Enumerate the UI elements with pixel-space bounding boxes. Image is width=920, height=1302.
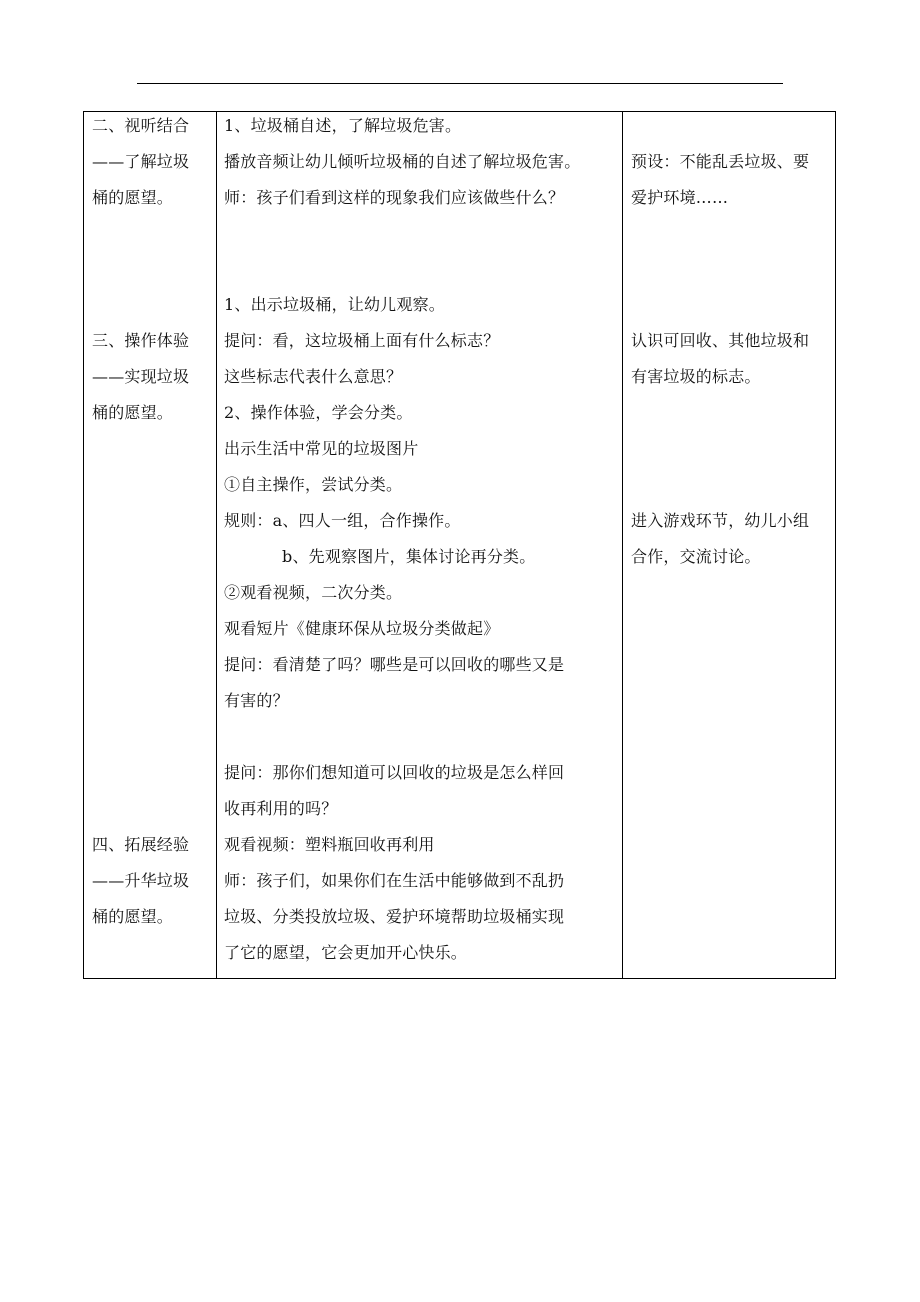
process-line: 规则：a、四人一组，合作操作。 xyxy=(224,511,461,530)
process-line: 2、操作体验，学会分类。 xyxy=(224,403,413,422)
process-line: 观看视频：塑料瓶回收再利用 xyxy=(224,835,435,854)
process-line: 提问：看清楚了吗？哪些是可以回收的哪些又是 xyxy=(224,655,565,674)
process-line: 师：孩子们，如果你们在生活中能够做到不乱扔 xyxy=(224,871,565,890)
process-line: 观看短片《健康环保从垃圾分类做起》 xyxy=(224,619,500,638)
process-line: 了它的愿望，它会更加开心快乐。 xyxy=(224,943,468,962)
stage-line: 二、视听结合 xyxy=(92,116,190,135)
header-rule xyxy=(137,83,783,84)
stage-line: 三、操作体验 xyxy=(92,331,190,350)
process-line: 提问：看，这垃圾桶上面有什么标志？ xyxy=(224,331,500,350)
note-line: 合作，交流讨论。 xyxy=(631,547,761,566)
stage-line: ——实现垃圾 xyxy=(92,367,190,386)
lesson-plan-table xyxy=(83,111,836,979)
stage-line: 四、拓展经验 xyxy=(92,835,190,854)
process-line: 提问：那你们想知道可以回收的垃圾是怎么样回 xyxy=(224,763,565,782)
stage-line: 桶的愿望。 xyxy=(92,188,174,207)
note-line: 爱护环境…… xyxy=(631,188,729,207)
stage-line: 桶的愿望。 xyxy=(92,907,174,926)
process-line: 这些标志代表什么意思？ xyxy=(224,367,403,386)
process-line: 收再利用的吗？ xyxy=(224,799,338,818)
process-line: ②观看视频，二次分类。 xyxy=(224,583,403,602)
stage-line: 桶的愿望。 xyxy=(92,403,174,422)
process-line: 师：孩子们看到这样的现象我们应该做些什么？ xyxy=(224,188,565,207)
note-line: 进入游戏环节，幼儿小组 xyxy=(631,511,810,530)
column-divider-1 xyxy=(216,112,217,978)
process-line: b、先观察图片，集体讨论再分类。 xyxy=(282,547,536,566)
process-line: ①自主操作，尝试分类。 xyxy=(224,475,403,494)
process-line: 1、垃圾桶自述，了解垃圾危害。 xyxy=(224,116,462,135)
note-line: 有害垃圾的标志。 xyxy=(631,367,761,386)
column-divider-2 xyxy=(622,112,623,978)
process-line: 出示生活中常见的垃圾图片 xyxy=(224,439,419,458)
stage-line: ——升华垃圾 xyxy=(92,871,190,890)
stage-line: ——了解垃圾 xyxy=(92,152,190,171)
note-line: 预设：不能乱丢垃圾、要 xyxy=(631,152,810,171)
process-line: 播放音频让幼儿倾听垃圾桶的自述了解垃圾危害。 xyxy=(224,152,581,171)
note-line: 认识可回收、其他垃圾和 xyxy=(631,331,810,350)
process-line: 有害的？ xyxy=(224,691,289,710)
process-line: 1、出示垃圾桶，让幼儿观察。 xyxy=(224,295,445,314)
process-line: 垃圾、分类投放垃圾、爱护环境帮助垃圾桶实现 xyxy=(224,907,565,926)
